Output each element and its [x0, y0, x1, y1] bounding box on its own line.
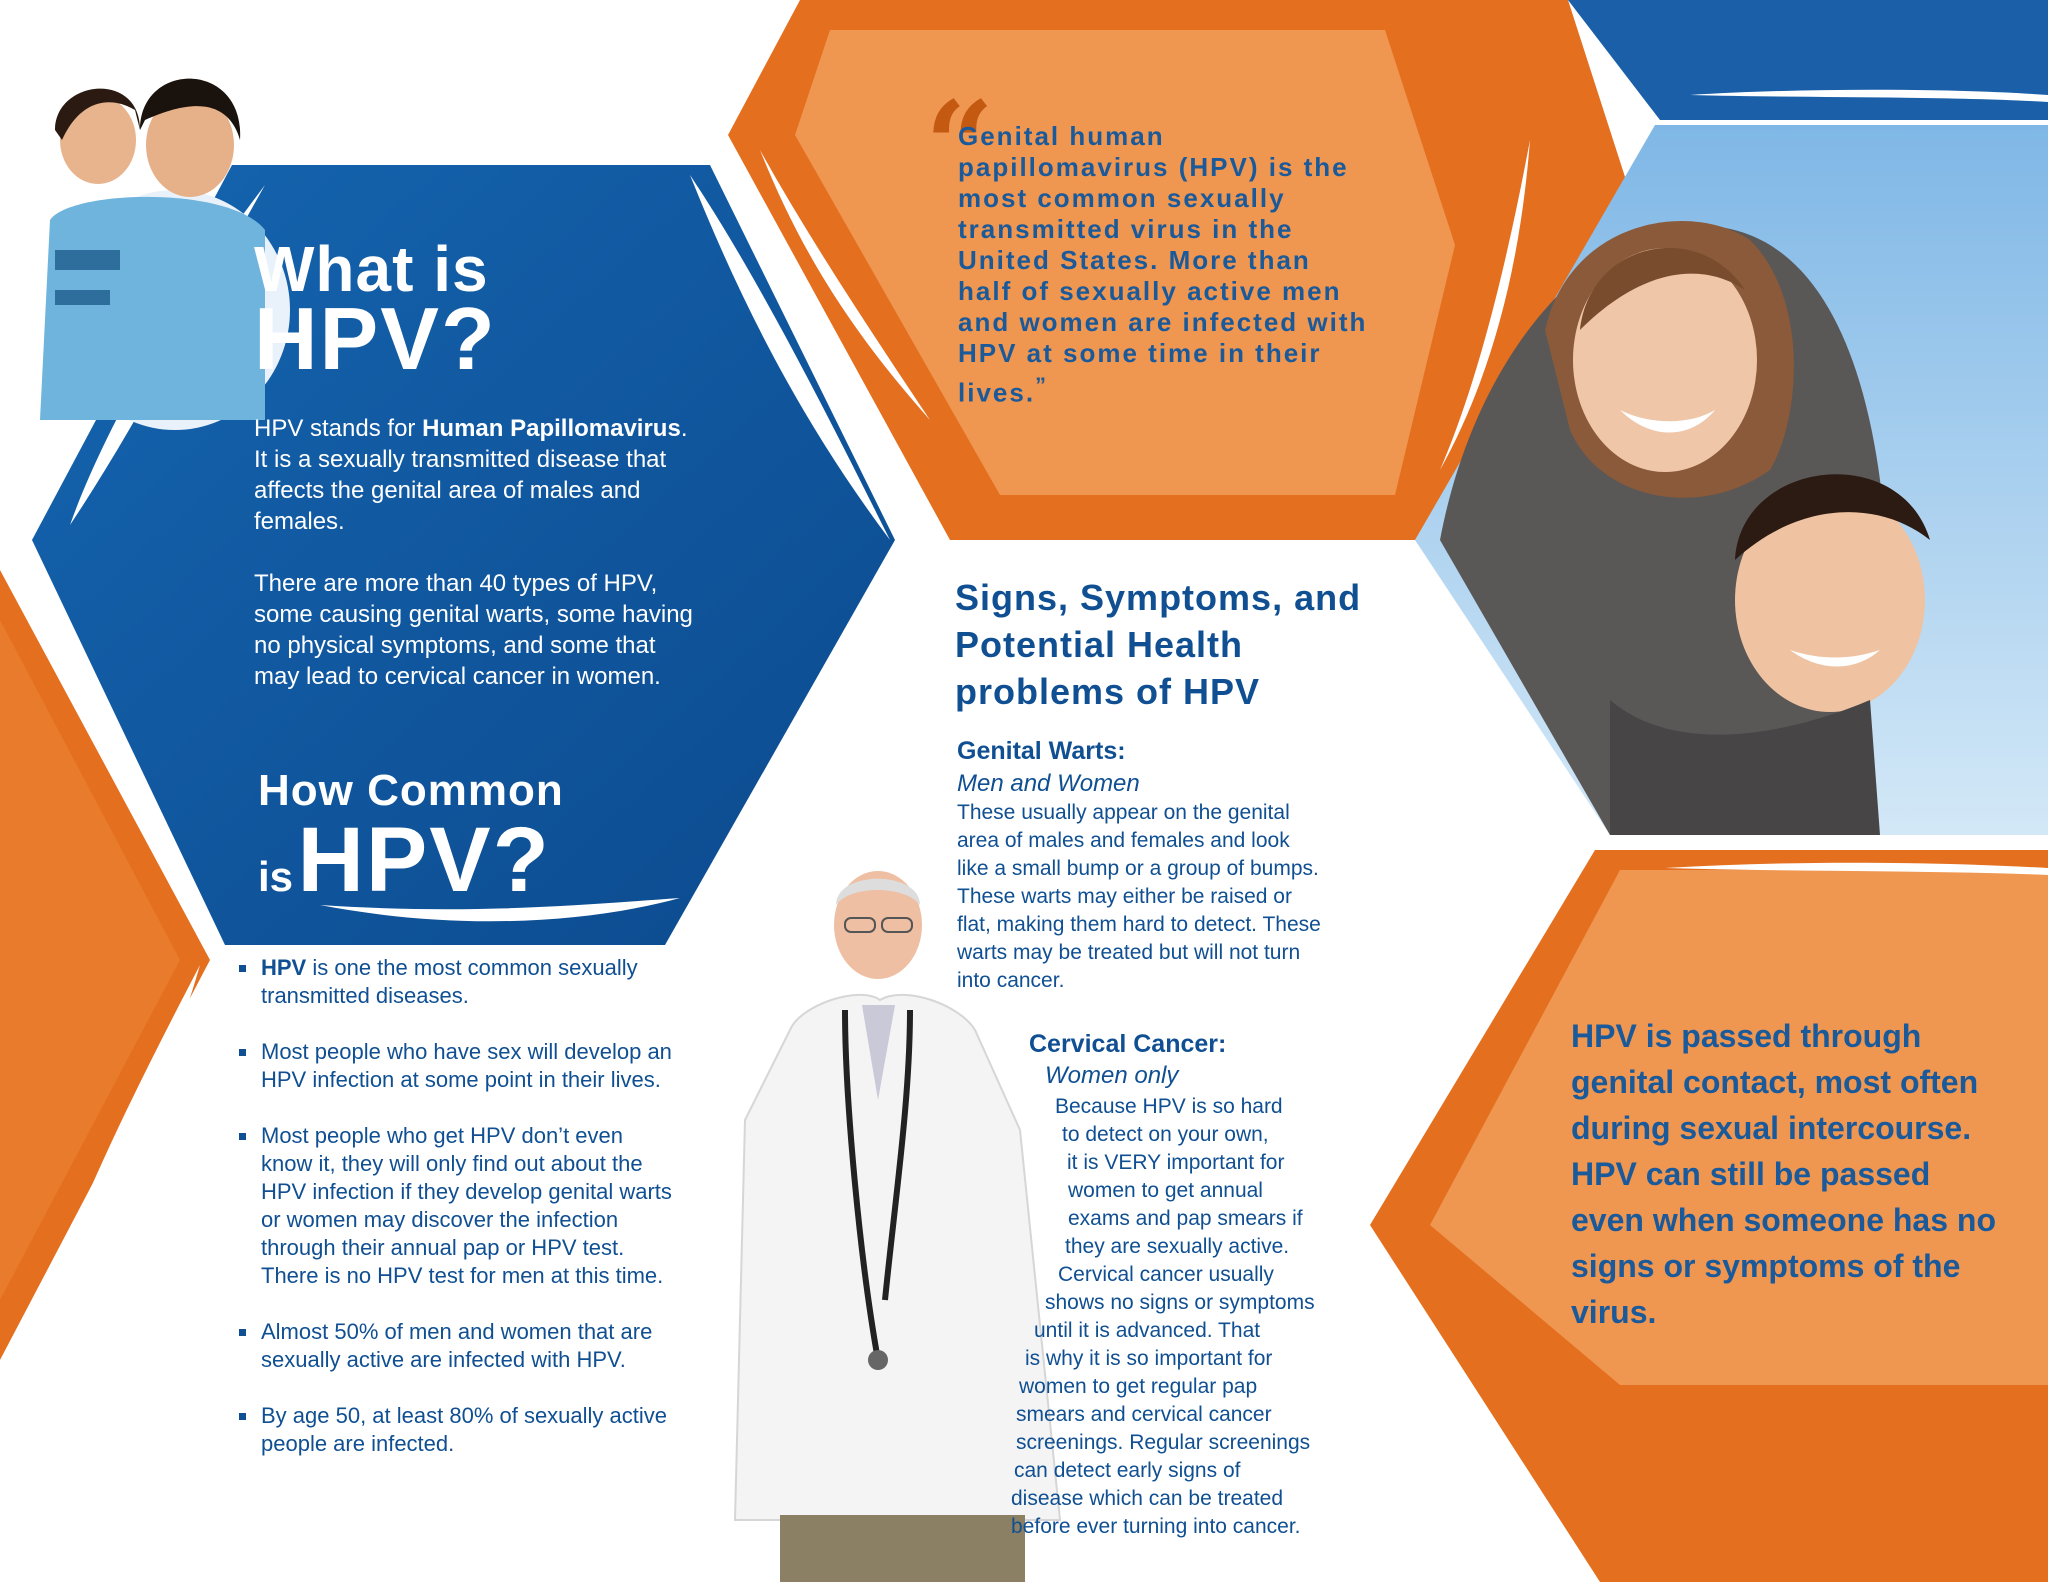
how-common-title-hpv: HPV? — [297, 809, 551, 911]
bullet-text: By age 50, at least 80% of sexually active people are infected. — [261, 1403, 668, 1456]
what-is-title-line2: HPV? — [254, 288, 497, 388]
cervical-line: can detect early signs of — [1014, 1459, 1241, 1482]
what-is-paragraph-1 — [254, 413, 694, 537]
cervical-line: smears and cervical cancer — [1016, 1403, 1272, 1426]
bullet-text: Most people who get HPV don’t even know it, they will only find out about the HPV infection if they develop genital warts or women may discover the infection through their annual pap or HPV test. There is no HPV test for men at this time. — [261, 1123, 672, 1288]
cervical-cancer-heading: Cervical Cancer: — [1029, 1030, 1227, 1058]
close-quote-mark: ” — [1035, 372, 1048, 397]
genital-warts-heading: Genital Warts: — [957, 737, 1126, 765]
cervical-line: to detect on your own, — [1062, 1123, 1269, 1146]
cervical-line: disease which can be treated — [1011, 1487, 1284, 1510]
list-item — [236, 954, 676, 1010]
transmission-statement: HPV is passed through genital contact, most often during sexual intercourse. HPV can still be passed even when someone has no signs or symptoms of the virus. — [1571, 1018, 1996, 1330]
cervical-line: until it is advanced. That — [1034, 1319, 1261, 1342]
cervical-line: women to get annual — [1068, 1179, 1263, 1202]
cervical-line: it is VERY important for — [1067, 1151, 1285, 1174]
genital-warts-subheading: Men and Women — [957, 770, 1140, 797]
cervical-line: Cervical cancer usually — [1058, 1263, 1274, 1286]
cervical-line: is why it is so important for — [1025, 1347, 1273, 1370]
cervical-line: shows no signs or symptoms — [1045, 1291, 1315, 1314]
para1-bold: Human Papillomavirus — [422, 415, 681, 442]
what-is-hpv-title — [254, 233, 497, 388]
genital-warts-body: These usually appear on the genital area of males and females and look like a small bump or a group of bumps. These warts may either be raised or flat, making them hard to detect. These warts may be treated but will not turn into cancer. — [957, 801, 1321, 992]
what-is-paragraph-2: There are more than 40 types of HPV, some causing genital warts, some having no physical symptoms, and some that may lead to cervical cancer in women. — [254, 570, 693, 690]
cervical-line: exams and pap smears if — [1068, 1207, 1303, 1230]
how-common-bullet-list — [236, 954, 676, 1486]
cervical-line: screenings. Regular screenings — [1016, 1431, 1311, 1454]
cervical-line: they are sexually active. — [1065, 1235, 1290, 1258]
what-is-title-line1: What is — [254, 233, 489, 305]
how-common-title-line2 — [258, 808, 778, 913]
how-common-title — [258, 766, 778, 913]
para1-prefix: HPV stands for — [254, 415, 423, 442]
list-item — [236, 1038, 676, 1094]
open-quote-mark: “ — [925, 75, 995, 216]
hpv-quote — [958, 121, 1368, 409]
bullet-bold: HPV — [261, 955, 307, 980]
signs-symptoms-heading: Signs, Symptoms, and Potential Health problems of HPV — [955, 577, 1362, 712]
list-item — [236, 1318, 676, 1374]
bullet-text: is one the most common sexually transmitted diseases. — [261, 955, 638, 1008]
quote-text: Genital human papillomavirus (HPV) is the most common sexually transmitted virus in the United States. More than half of sexually active men and women are infected with HPV at some time in their lives. — [958, 121, 1368, 408]
cervical-cancer-subheading: Women only — [1045, 1062, 1179, 1089]
cervical-line: Because HPV is so hard — [1055, 1095, 1283, 1118]
bullet-text: Almost 50% of men and women that are sexually active are infected with HPV. — [261, 1319, 653, 1372]
couple-photo-left — [40, 79, 290, 430]
list-item — [236, 1402, 676, 1458]
what-is-hpv-body — [254, 413, 694, 723]
para1-suffix: . It is a sexually transmitted disease that affects the genital area of males and females. — [254, 415, 688, 535]
how-common-title-is: is — [258, 853, 294, 900]
list-item — [236, 1122, 676, 1290]
top-right-blue-strip — [1568, 0, 2048, 120]
bullet-text: Most people who have sex will develop an HPV infection at some point in their lives. — [261, 1039, 672, 1092]
cervical-line: women to get regular pap — [1019, 1375, 1258, 1398]
cervical-line: before ever turning into cancer. — [1011, 1515, 1301, 1538]
how-common-title-line1: How Common — [258, 766, 564, 815]
